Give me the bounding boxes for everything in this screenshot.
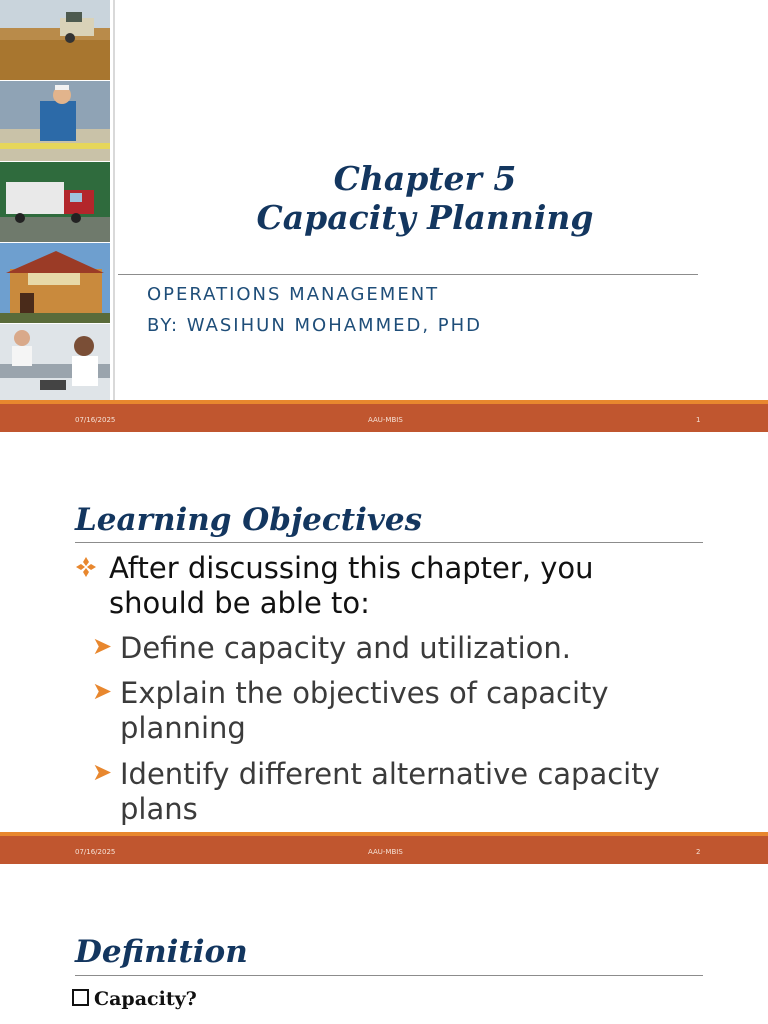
footer-bar (0, 400, 768, 432)
footer-page-number: 1 (696, 416, 701, 424)
objective-item (92, 676, 702, 746)
objective-item (92, 631, 702, 666)
footer-center: AAU-MBIS (368, 416, 403, 424)
footer-bar (0, 832, 768, 864)
objective-text: Explain the objectives of capacity planning (120, 676, 609, 745)
checkbox-icon (72, 989, 89, 1006)
slide-title: Chapter 5 (333, 159, 517, 198)
photo-food-worker (0, 81, 110, 161)
title-divider (118, 274, 698, 275)
slide-heading: Learning Objectives (75, 502, 423, 538)
photo-assembly-workers (0, 324, 110, 404)
arrow-bullet-icon: ➤ (92, 677, 113, 705)
heading-divider (75, 975, 703, 976)
photo-strip (0, 0, 115, 404)
footer-center: AAU-MBIS (368, 848, 403, 856)
bullet-intro (75, 551, 695, 621)
objective-text: Define capacity and utilization. (120, 631, 571, 665)
footer-page-number: 2 (696, 848, 701, 856)
course-name: OPERATIONS MANAGEMENT (147, 284, 440, 305)
author-name: BY: WASIHUN MOHAMMED, PHD (147, 315, 483, 336)
slide-1 (0, 0, 768, 432)
photo-wheat-harvest (0, 0, 110, 80)
arrow-bullet-icon: ➤ (92, 632, 113, 660)
objective-text: Identify different alternative capacity plans (120, 757, 660, 826)
footer-date: 07/16/2025 (75, 848, 116, 856)
photo-restaurant (0, 243, 110, 323)
checklist-item (72, 988, 197, 1010)
diamond-bullet-icon (75, 551, 97, 573)
photo-truck (0, 162, 110, 242)
checklist-item-text: Capacity? (94, 988, 197, 1010)
bullet-intro-text: After discussing this chapter, you should be able to: (109, 551, 594, 620)
slide-subtitle-title: Capacity Planning (256, 198, 594, 237)
slide-heading: Definition (75, 934, 248, 970)
slide-2 (0, 432, 768, 864)
arrow-bullet-icon: ➤ (92, 758, 113, 786)
objective-item (92, 757, 702, 827)
slide-3 (0, 864, 768, 1024)
heading-divider (75, 542, 703, 543)
footer-date: 07/16/2025 (75, 416, 116, 424)
